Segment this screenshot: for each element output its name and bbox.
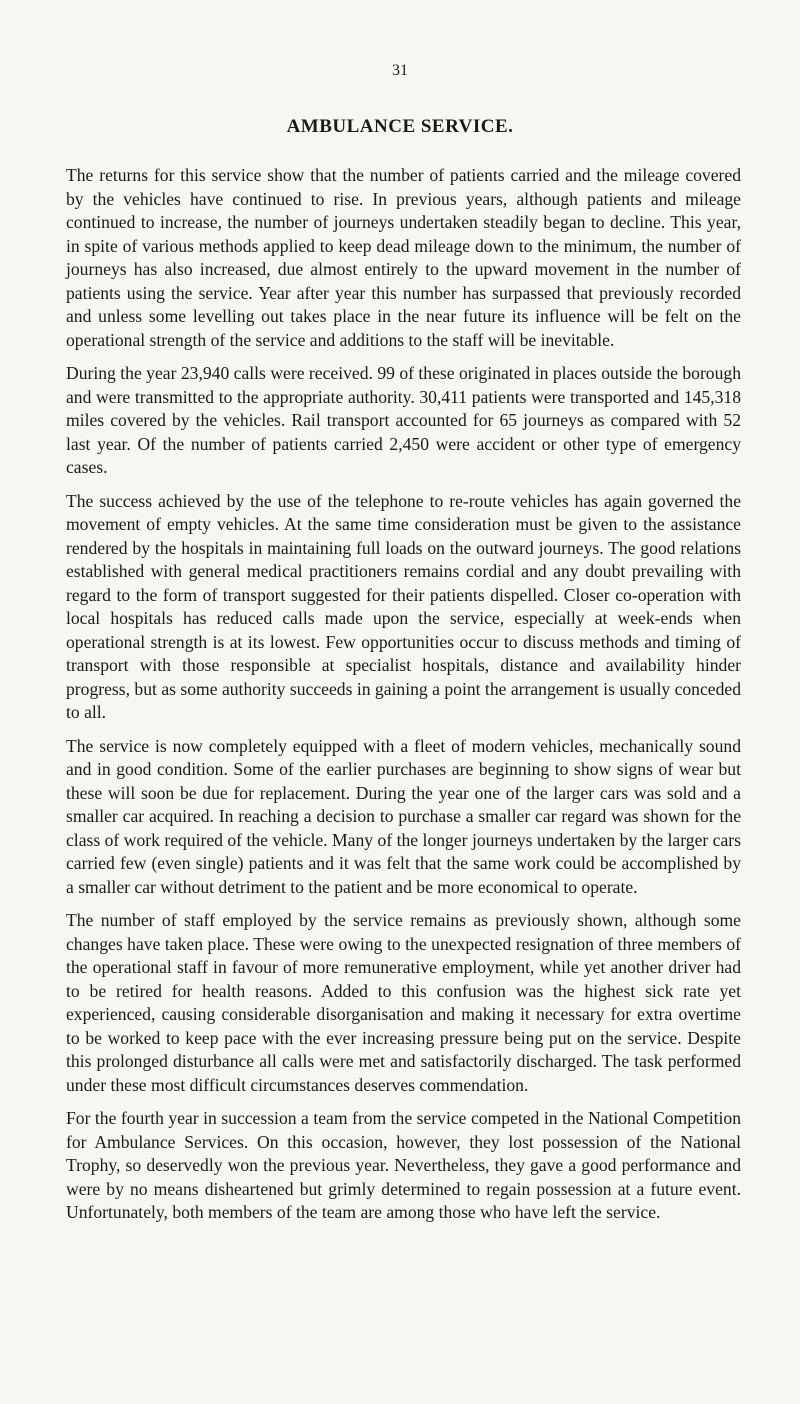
paragraph-telephone: The success achieved by the use of the telephone to re-route vehicles has again governed the movement of empty vehicles. At the same time consideration must be given to the assistance rendered by the hospitals in maintaining full loads on the outward journeys. The good relations established with general medical practitioners remains cordial and any doubt prevailing with regard to the form of transport suggested for their patients dispelled. Closer co-operation with local hospitals has reduced calls made upon the service, especially at week-ends when operational strength is at its lowest. Few opportunities occur to discuss methods and timing of transport with those responsible at specialist hospitals, distance and availability hinder progress, but as some authority succeeds in gaining a point the arrangement is usually conceded to all.: [66, 490, 741, 722]
paragraph-vehicles: The service is now completely equipped with a fleet of modern vehicles, mechanically sound and in good condition. Some of the earlier purchases are beginning to show signs of wear but these will soon be due for replacement. During the year one of the larger cars was sold and a smaller car acquired. In reaching a decision to purchase a smaller car regard was shown for the class of work required of the vehicle. Many of the longer journeys undertaken by the larger cars carried few (even single) patients and it was felt that the same work could be accomplished by a smaller car without detriment to the patient and be more economical to operate.: [66, 735, 741, 897]
paragraph-returns: The returns for this service show that the number of patients carried and the mileage covered by the vehicles have continued to rise. In previous years, although patients and mileage continued to increase, the number of journeys undertaken steadily began to decline. This year, in spite of various methods applied to keep dead mileage down to the minimum, the number of journeys has also increased, due almost entirely to the upward movement in the number of patients using the service. Year after year this number has surpassed that previously recorded and unless some levelling out takes place in the near future its influence will be felt on the operational strength of the service and additions to the staff will be inevitable.: [66, 165, 741, 350]
body-text: [66, 164, 741, 1235]
page-title: AMBULANCE SERVICE.: [286, 116, 514, 137]
paragraph-staff: The number of staff employed by the service remains as previously shown, although some changes have taken place. These were owing to the unexpected resignation of three members of the operational staff in favour of more remunerative employment, while yet another driver had to be retired for health reasons. Added to this confusion was the highest sick rate yet experienced, causing considerable disorganisation and making it necessary for extra overtime to be worked to keep pace with the ever increasing pressure being put on the service. Despite this prolonged disturbance all calls were met and satisfactorily discharged. The task performed under these most difficult circumstances deserves commendation.: [66, 910, 741, 1095]
paragraph-competition: For the fourth year in succession a team from the service competed in the National Competition for Ambulance Services. On this occasion, however, they lost possession of the National Trophy, so deservedly won the previous year. Nevertheless, they gave a good performance and were by no means disheartened but grimly determined to regain possession at a future event. Unfortunately, both members of the team are among those who have left the service.: [66, 1108, 741, 1222]
paragraph-calls: During the year 23,940 calls were received. 99 of these originated in places outside the borough and were transmitted to the appropriate authority. 30,411 patients were transported and 145,318 miles covered by the vehicles. Rail transport accounted for 65 journeys as compared with 52 last year. Of the number of patients carried 2,450 were accident or other type of emergency cases.: [66, 363, 741, 477]
page-number: 31: [392, 62, 408, 79]
